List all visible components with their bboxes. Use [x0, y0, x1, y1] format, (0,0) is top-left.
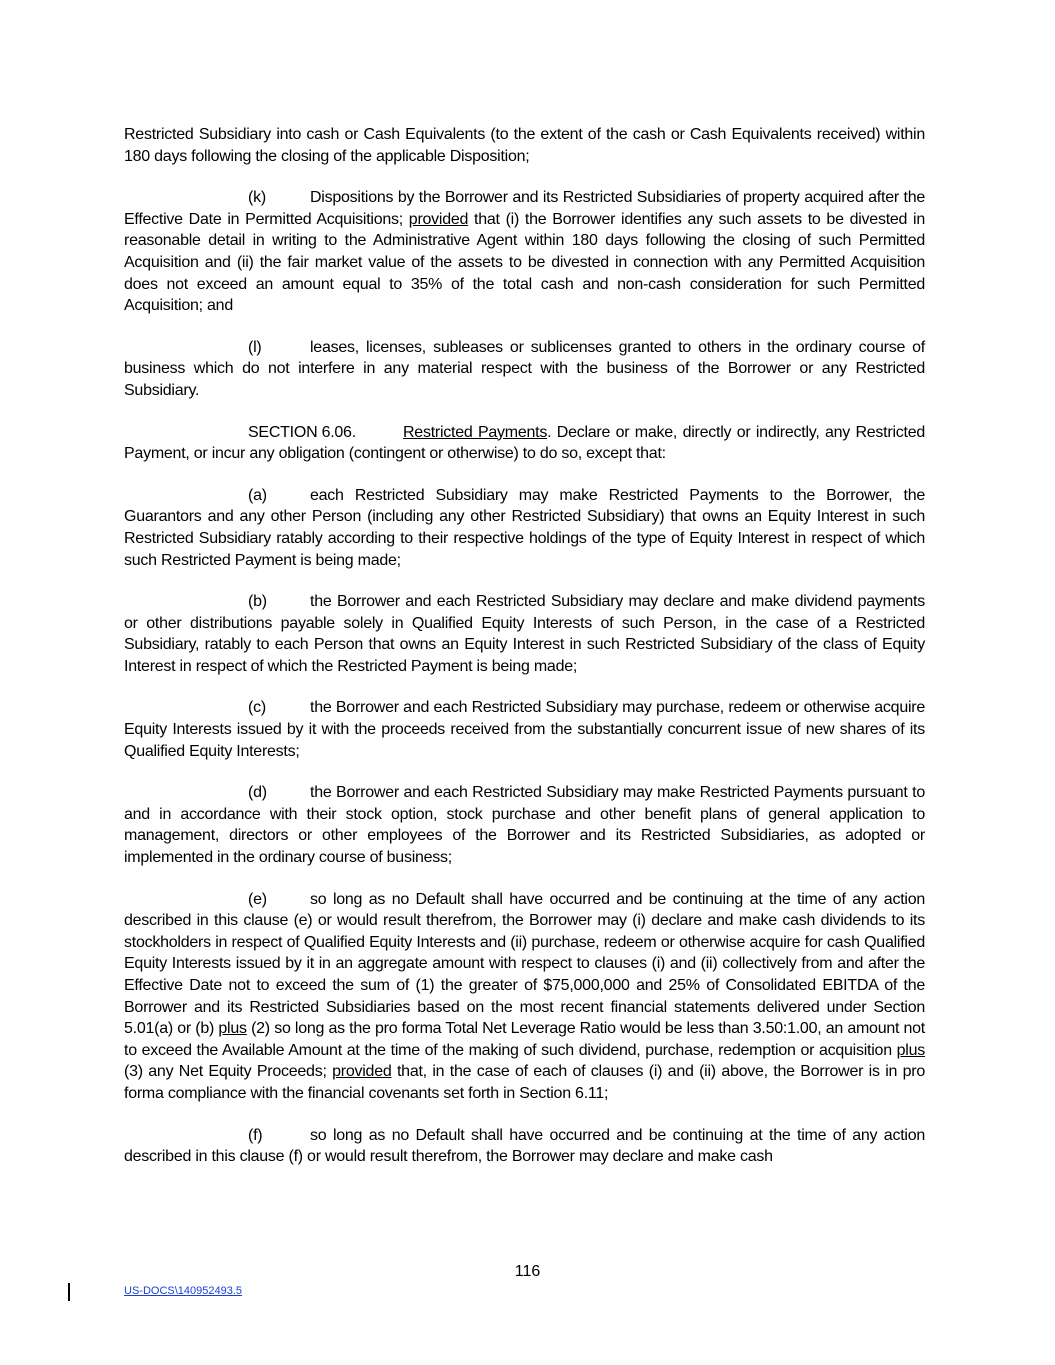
- document-id-link[interactable]: US-DOCS\140952493.5: [124, 1285, 243, 1297]
- section-title: Restricted Payments: [403, 423, 548, 441]
- paragraph-c: [124, 697, 925, 762]
- clause-label: (l): [248, 338, 262, 356]
- page-number: 116: [514, 1263, 541, 1280]
- underlined-term: provided: [332, 1063, 392, 1081]
- clause-text: each Restricted Subsidiary may make Restricted Payments to the Borrower, the Guarantors and any other Person (including any other Restricted Subsidiary) that owns an Equity Interest in such Restricted Subsidiary ratably according to their respective holdings of the type of Equity Interest in respect of which such Restricted Payment is being made;: [124, 486, 925, 569]
- section-text: . Declare or make, directly or indirectly, any Restricted Payment, or incur any obligation (contingent or otherwise) to do so, except that:: [124, 423, 925, 463]
- clause-text: that (i) the Borrower identifies any such assets to be divested in reasonable detail in writing to the Administrative Agent within 180 days following the closing of such Permitted Acquisition and (ii) the fair market value of the assets to be divested in connection with any Permitted Acquisition does not exceed an amount equal to 35% of the total cash and non-cash consideration for such Permitted Acquisition; and: [124, 210, 926, 315]
- clause-text: the Borrower and each Restricted Subsidiary may purchase, redeem or otherwise acquire Equity Interests issued by it with the proceeds received from the substantially concurrent issue of new shares of its Qualified Equity Interests;: [124, 699, 925, 760]
- paragraph-l: [124, 337, 925, 402]
- clause-label: (k): [248, 189, 266, 207]
- clause-text: Dispositions by the Borrower and its Restricted Subsidiaries of property acquired after the Effective Date in Permitted Acquisitions;: [124, 189, 925, 228]
- revision-bar: [68, 1283, 70, 1301]
- clause-label: (a): [248, 486, 267, 504]
- paragraph-j-continued: Restricted Subsidiary into cash or Cash Equivalents (to the extent of the cash or Cash Equivalents received) within 180 days following the closing of the applicable Disposition;: [124, 126, 925, 165]
- clause-text: so long as no Default shall have occurred and be continuing at the time of any action described in this clause (f) or would result therefrom, the Borrower may declare and make cash: [124, 1126, 925, 1166]
- clause-label: (f): [248, 1126, 263, 1144]
- clause-label: (e): [248, 890, 267, 908]
- clause-label: (c): [248, 699, 266, 717]
- clause-label: (d): [248, 784, 267, 802]
- paragraph-k: [124, 187, 925, 317]
- clause-text: the Borrower and each Restricted Subsidiary may declare and make dividend payments or other distributions payable solely in Qualified Equity Interests of such Person, in the case of a Restricted Subsidiary, ratably to each Person that owns an Equity Interest in such Restricted Subsidiary of the class of Equity Interest in respect of which the Restricted Payment is being made;: [124, 593, 925, 675]
- section-number: SECTION 6.06.: [248, 423, 356, 441]
- underlined-term: provided: [408, 210, 469, 228]
- underlined-term: plus: [218, 1020, 247, 1038]
- clause-text: the Borrower and each Restricted Subsidiary may make Restricted Payments pursuant to and in accordance with their stock option, stock purchase and other benefit plans of general application to management, directors or other employees of the Borrower and its Restricted Subsidiaries, as adopted or implemented in the ordinary course of business;: [124, 784, 925, 867]
- clause-text: (2) so long as the pro forma Total Net Leverage Ratio would be less than 3.50:1.00, an amount not to exceed the Available Amount at the time of the making of such dividend, purchase, redemption or acquisition: [124, 1020, 926, 1059]
- paragraph-e: [124, 889, 925, 1105]
- document-body: [124, 124, 925, 1188]
- clause-text: that, in the case of each of clauses (i) and (ii) above, the Borrower is in pro forma compliance with the financial covenants set forth in Section 6.11;: [124, 1063, 926, 1102]
- clause-text: (3) any Net Equity Proceeds;: [124, 1063, 333, 1081]
- underlined-term: plus: [896, 1041, 925, 1059]
- section-heading-paragraph: [124, 422, 925, 465]
- paragraph-b: [124, 591, 925, 677]
- clause-label: (b): [248, 593, 267, 611]
- clause-text: so long as no Default shall have occurred and be continuing at the time of any action described in this clause (e) or would result therefrom, the Borrower may (i) declare and make cash dividends to its stockholders in respect of Qualified Equity Interests and (ii) purchase, redeem or otherwise acquire for cash Qualified Equity Interests issued by it in an aggregate amount with respect to clauses (i) and (ii) collectively from and after the Effective Date not to exceed the sum of (1) the greater of $75,000,000 and 25% of Consolidated EBITDA of the Borrower and its Restricted Subsidiaries based on the most recent financial statements delivered under Section 5.01(a) or (b): [124, 890, 925, 1038]
- clause-text: leases, licenses, subleases or sublicenses granted to others in the ordinary course of business which do not interfere in any material respect with the business of the Borrower or any Restricted Subsidiary.: [124, 338, 925, 399]
- paragraph-f: [124, 1125, 925, 1168]
- paragraph-a: [124, 485, 925, 571]
- paragraph-d: [124, 782, 925, 868]
